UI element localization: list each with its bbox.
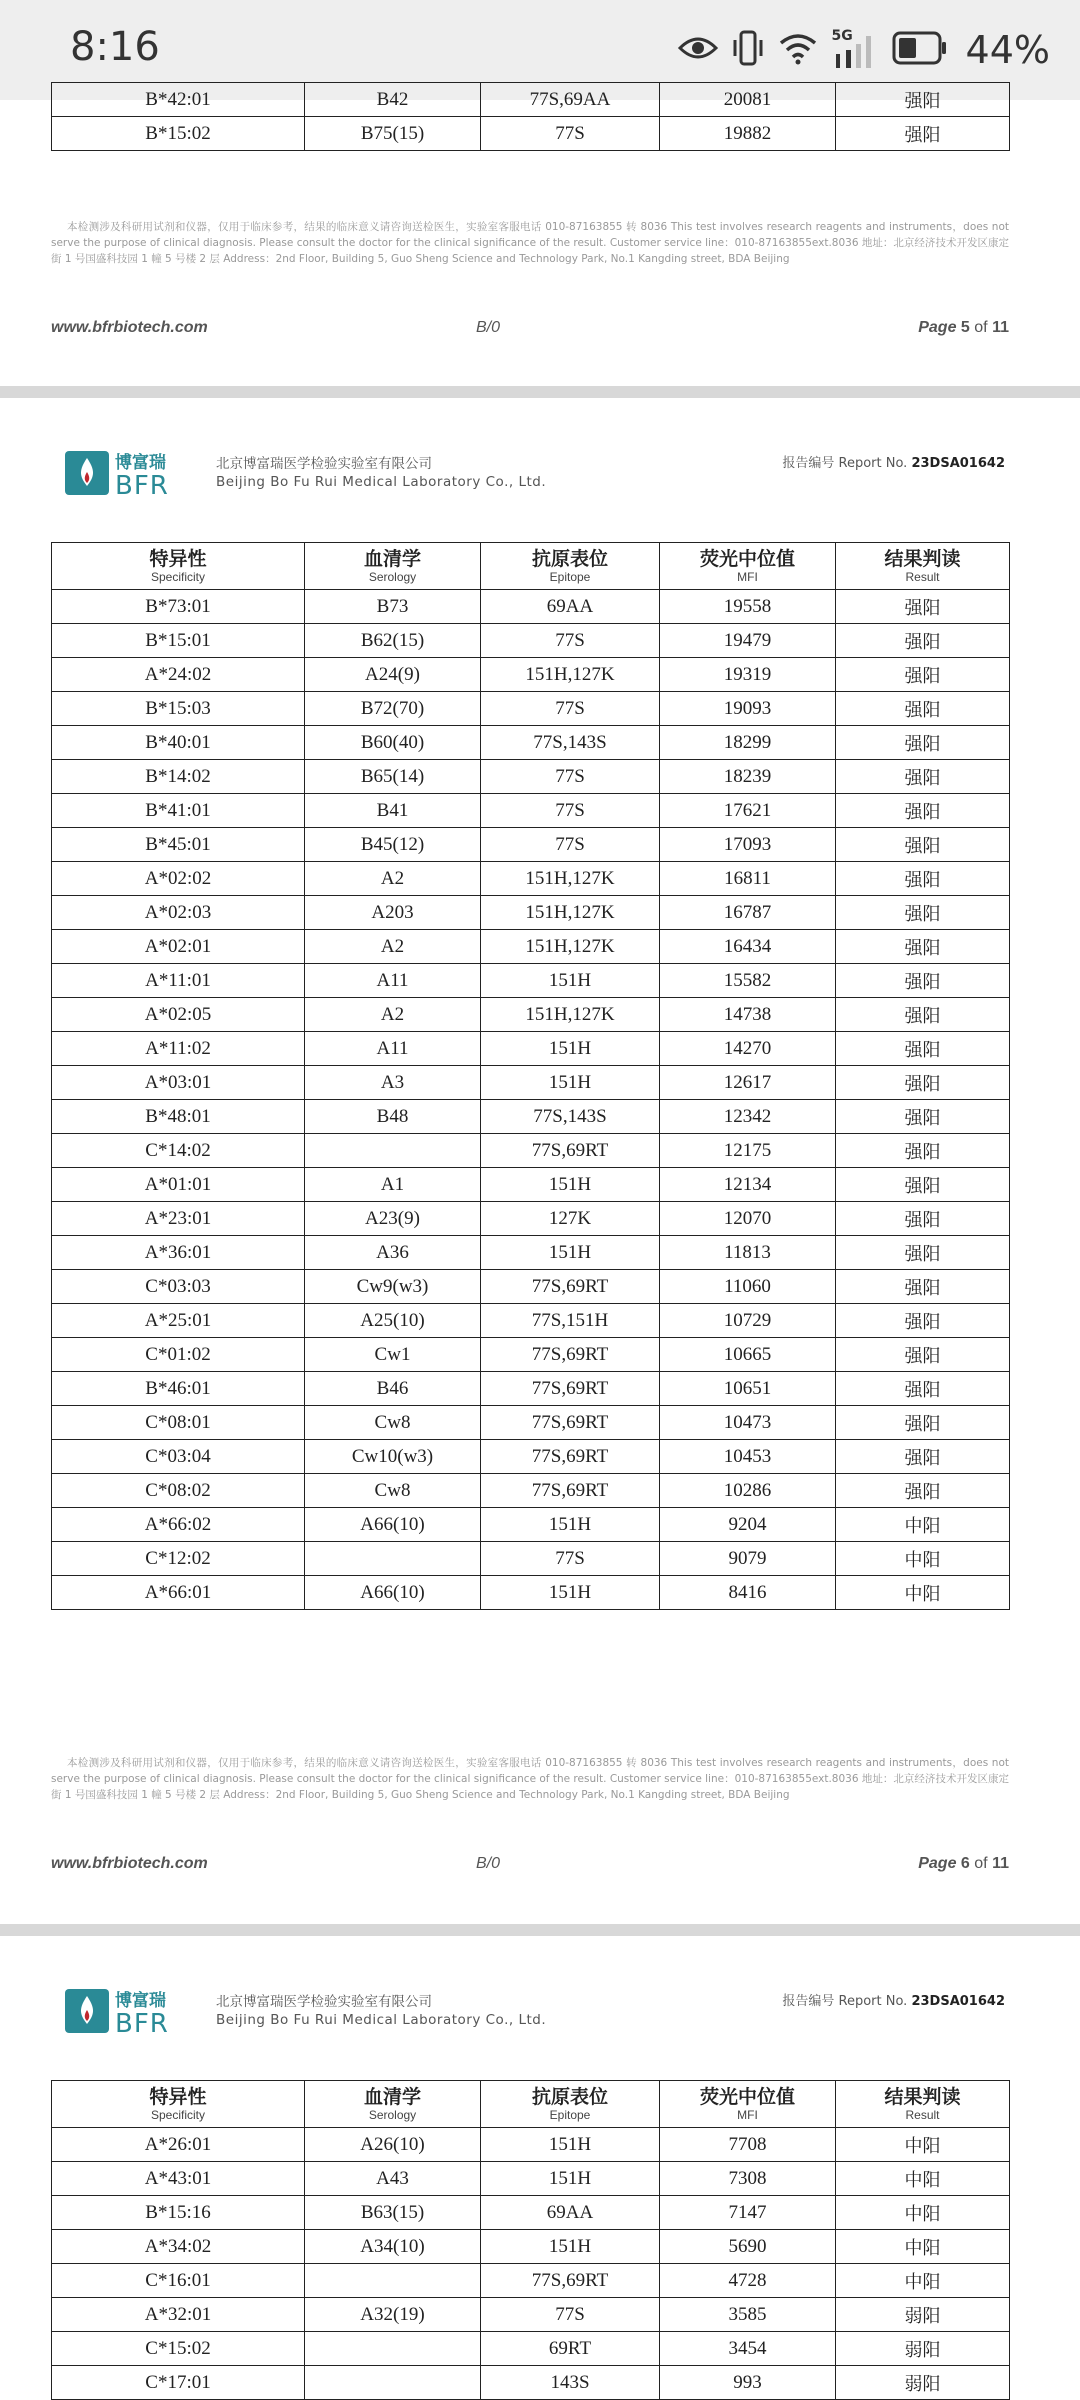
cell-mfi: 7708: [660, 2128, 836, 2162]
document-page-6: [0, 398, 1080, 1924]
cell-serology: A43: [305, 2162, 481, 2196]
cell-result: 强阳: [836, 117, 1010, 151]
cell-mfi: 19093: [660, 692, 836, 726]
cell-epitope: 77S,143S: [481, 1100, 660, 1134]
table-header-row: [52, 543, 1010, 590]
cell-specificity: B*41:01: [52, 794, 305, 828]
cell-specificity: A*01:01: [52, 1168, 305, 1202]
cell-specificity: A*36:01: [52, 1236, 305, 1270]
cell-serology: [305, 2366, 481, 2400]
cell-result: 强阳: [836, 1032, 1010, 1066]
svg-text:博富瑞: 博富瑞: [115, 1991, 166, 2011]
cell-result: 强阳: [836, 896, 1010, 930]
cell-result: 弱阳: [836, 2366, 1010, 2400]
cell-serology: B45(12): [305, 828, 481, 862]
cell-serology: A2: [305, 862, 481, 896]
cell-epitope: 77S,69RT: [481, 1372, 660, 1406]
table-row: [52, 2332, 1010, 2366]
cell-specificity: B*14:02: [52, 760, 305, 794]
cell-epitope: 77S: [481, 2298, 660, 2332]
cell-serology: B46: [305, 1372, 481, 1406]
cell-specificity: B*42:01: [52, 83, 305, 117]
table-row: [52, 930, 1010, 964]
cell-mfi: 993: [660, 2366, 836, 2400]
cell-serology: A66(10): [305, 1576, 481, 1610]
cell-epitope: 151H: [481, 2162, 660, 2196]
cell-epitope: 151H,127K: [481, 862, 660, 896]
cell-mfi: 10473: [660, 1406, 836, 1440]
footer-version: B/0: [476, 1855, 501, 1872]
cell-epitope: 77S,151H: [481, 1304, 660, 1338]
cell-serology: Cw8: [305, 1474, 481, 1508]
footer-page-number: Page 5 of 11: [918, 319, 1009, 336]
cell-epitope: 69AA: [481, 590, 660, 624]
cell-result: 中阳: [836, 1576, 1010, 1610]
table-row: [52, 726, 1010, 760]
cell-serology: B60(40): [305, 726, 481, 760]
table-row: [52, 1474, 1010, 1508]
col-result-header: 结果判读 Result: [836, 2081, 1010, 2128]
cellular-signal-icon: [832, 30, 878, 70]
cell-specificity: A*02:05: [52, 998, 305, 1032]
svg-text:BFR: BFR: [115, 2009, 169, 2039]
cell-serology: [305, 1134, 481, 1168]
cell-specificity: C*14:02: [52, 1134, 305, 1168]
col-mfi-header: 荧光中位值 MFI: [660, 2081, 836, 2128]
cell-serology: B63(15): [305, 2196, 481, 2230]
cell-specificity: A*24:02: [52, 658, 305, 692]
report-header: [0, 448, 1080, 508]
cell-epitope: 77S,69RT: [481, 1270, 660, 1304]
battery-icon: [892, 31, 948, 70]
table-row: [52, 794, 1010, 828]
table-row: [52, 1440, 1010, 1474]
status-time: 8:16: [70, 24, 160, 70]
table-row: [52, 1542, 1010, 1576]
table-row: [52, 964, 1010, 998]
cell-epitope: 77S: [481, 794, 660, 828]
cell-serology: [305, 1542, 481, 1576]
table-row: [52, 692, 1010, 726]
table-row: [52, 2196, 1010, 2230]
cell-specificity: A*66:02: [52, 1508, 305, 1542]
cell-mfi: 10665: [660, 1338, 836, 1372]
cell-epitope: 151H,127K: [481, 930, 660, 964]
cell-serology: B41: [305, 794, 481, 828]
cell-result: 强阳: [836, 1304, 1010, 1338]
table-row: [52, 624, 1010, 658]
table-row: [52, 1100, 1010, 1134]
cell-serology: Cw10(w3): [305, 1440, 481, 1474]
cell-result: 强阳: [836, 590, 1010, 624]
cell-epitope: 151H,127K: [481, 658, 660, 692]
cell-epitope: 151H: [481, 1576, 660, 1610]
table-row: [52, 1406, 1010, 1440]
cell-serology: A26(10): [305, 2128, 481, 2162]
cell-epitope: 151H: [481, 2230, 660, 2264]
svg-text:博富瑞: 博富瑞: [115, 453, 166, 473]
cell-mfi: 19479: [660, 624, 836, 658]
table-row: [52, 1168, 1010, 1202]
cell-result: 强阳: [836, 1236, 1010, 1270]
cell-serology: A32(19): [305, 2298, 481, 2332]
cell-mfi: 3585: [660, 2298, 836, 2332]
cell-specificity: C*03:03: [52, 1270, 305, 1304]
results-table-page-7: [51, 2080, 1010, 2400]
table-row: [52, 658, 1010, 692]
table-row: [52, 896, 1010, 930]
page-separator: [0, 386, 1080, 398]
cell-result: 强阳: [836, 1168, 1010, 1202]
table-row: [52, 862, 1010, 896]
cell-epitope: 77S: [481, 117, 660, 151]
cell-specificity: A*03:01: [52, 1066, 305, 1100]
cell-serology: B65(14): [305, 760, 481, 794]
cell-result: 强阳: [836, 1372, 1010, 1406]
cell-mfi: 11813: [660, 1236, 836, 1270]
cell-result: 中阳: [836, 2230, 1010, 2264]
cell-epitope: 151H: [481, 1508, 660, 1542]
cell-mfi: 17093: [660, 828, 836, 862]
cell-mfi: 12070: [660, 1202, 836, 1236]
cell-epitope: 127K: [481, 1202, 660, 1236]
report-number: 报告编号 Report No. 23DSA01642: [782, 1994, 1005, 2009]
col-serology-header: 血清学 Serology: [305, 2081, 481, 2128]
cell-mfi: 10651: [660, 1372, 836, 1406]
cell-result: 强阳: [836, 83, 1010, 117]
cell-specificity: A*34:02: [52, 2230, 305, 2264]
table-row: [52, 1338, 1010, 1372]
cell-mfi: 12342: [660, 1100, 836, 1134]
document-page-5: [0, 88, 1080, 386]
footer-website-link[interactable]: www.bfrbiotech.com: [51, 1855, 208, 1872]
cell-mfi: 10286: [660, 1474, 836, 1508]
cell-mfi: 5690: [660, 2230, 836, 2264]
cell-result: 强阳: [836, 862, 1010, 896]
cell-epitope: 151H: [481, 1066, 660, 1100]
cell-result: 中阳: [836, 1508, 1010, 1542]
cell-epitope: 151H,127K: [481, 998, 660, 1032]
cell-specificity: C*17:01: [52, 2366, 305, 2400]
results-table-page-5: [51, 82, 1010, 151]
cell-specificity: A*11:01: [52, 964, 305, 998]
col-epitope-header: 抗原表位 Epitope: [481, 543, 660, 590]
cell-result: 中阳: [836, 2196, 1010, 2230]
cell-specificity: C*08:01: [52, 1406, 305, 1440]
cell-specificity: B*15:16: [52, 2196, 305, 2230]
table-row: [52, 2230, 1010, 2264]
table-header-row: [52, 2081, 1010, 2128]
col-specificity-header: 特异性 Specificity: [52, 543, 305, 590]
cell-epitope: 151H: [481, 1032, 660, 1066]
cell-serology: A3: [305, 1066, 481, 1100]
cell-epitope: 69AA: [481, 2196, 660, 2230]
cell-result: 强阳: [836, 658, 1010, 692]
table-row: [52, 1134, 1010, 1168]
cell-epitope: 143S: [481, 2366, 660, 2400]
cell-serology: B73: [305, 590, 481, 624]
col-mfi-header: 荧光中位值 MFI: [660, 543, 836, 590]
cell-serology: A34(10): [305, 2230, 481, 2264]
lab-name-en: Beijing Bo Fu Rui Medical Laboratory Co., Ltd.: [216, 2012, 547, 2028]
cell-specificity: A*02:02: [52, 862, 305, 896]
cell-mfi: 14738: [660, 998, 836, 1032]
cell-epitope: 77S: [481, 828, 660, 862]
cell-result: 中阳: [836, 1542, 1010, 1576]
cell-epitope: 77S,69RT: [481, 1134, 660, 1168]
cell-result: 强阳: [836, 964, 1010, 998]
table-row: [52, 2128, 1010, 2162]
cell-mfi: 4728: [660, 2264, 836, 2298]
table-row: [52, 998, 1010, 1032]
cell-mfi: 18299: [660, 726, 836, 760]
cell-epitope: 151H: [481, 1236, 660, 1270]
cell-specificity: A*23:01: [52, 1202, 305, 1236]
cell-serology: [305, 2264, 481, 2298]
cell-epitope: 69RT: [481, 2332, 660, 2366]
cell-serology: Cw9(w3): [305, 1270, 481, 1304]
cell-specificity: A*26:01: [52, 2128, 305, 2162]
cell-result: 强阳: [836, 1202, 1010, 1236]
cell-mfi: 9079: [660, 1542, 836, 1576]
cell-serology: A203: [305, 896, 481, 930]
cell-mfi: 18239: [660, 760, 836, 794]
cell-mfi: 19319: [660, 658, 836, 692]
table-row: [52, 1576, 1010, 1610]
table-row: [52, 83, 1010, 117]
table-row: [52, 590, 1010, 624]
cell-epitope: 151H: [481, 2128, 660, 2162]
footer-page-number: Page 6 of 11: [918, 1855, 1009, 1872]
table-row: [52, 2162, 1010, 2196]
table-row: [52, 1372, 1010, 1406]
status-icons: [678, 26, 1050, 74]
col-epitope-header: 抗原表位 Epitope: [481, 2081, 660, 2128]
cell-mfi: 11060: [660, 1270, 836, 1304]
cell-mfi: 16787: [660, 896, 836, 930]
cell-serology: A23(9): [305, 1202, 481, 1236]
cell-epitope: 151H,127K: [481, 896, 660, 930]
cell-mfi: 20081: [660, 83, 836, 117]
cell-mfi: 14270: [660, 1032, 836, 1066]
document-page-7: [0, 1936, 1080, 2400]
cell-epitope: 77S,143S: [481, 726, 660, 760]
cell-specificity: B*40:01: [52, 726, 305, 760]
cell-result: 中阳: [836, 2162, 1010, 2196]
cell-result: 强阳: [836, 1440, 1010, 1474]
cell-serology: A11: [305, 964, 481, 998]
cell-specificity: C*16:01: [52, 2264, 305, 2298]
cell-epitope: 77S: [481, 1542, 660, 1576]
cell-serology: Cw8: [305, 1406, 481, 1440]
cell-epitope: 77S,69RT: [481, 2264, 660, 2298]
eye-icon: [678, 33, 718, 68]
table-row: [52, 1066, 1010, 1100]
cell-specificity: A*32:01: [52, 2298, 305, 2332]
cell-specificity: B*15:03: [52, 692, 305, 726]
footer-version: B/0: [476, 319, 501, 336]
cell-serology: A11: [305, 1032, 481, 1066]
cell-mfi: 17621: [660, 794, 836, 828]
cell-serology: B48: [305, 1100, 481, 1134]
cell-serology: B72(70): [305, 692, 481, 726]
lab-name-cn: 北京博富瑞医学检验实验室有限公司: [216, 1994, 432, 2010]
cell-result: 强阳: [836, 1100, 1010, 1134]
page-footer: [51, 1855, 1009, 1879]
cell-mfi: 9204: [660, 1508, 836, 1542]
cell-serology: B62(15): [305, 624, 481, 658]
cell-result: 强阳: [836, 692, 1010, 726]
cell-serology: B75(15): [305, 117, 481, 151]
table-row: [52, 1270, 1010, 1304]
cell-result: 强阳: [836, 1134, 1010, 1168]
col-serology-header: 血清学 Serology: [305, 543, 481, 590]
cell-mfi: 3454: [660, 2332, 836, 2366]
cell-specificity: A*02:01: [52, 930, 305, 964]
cell-specificity: B*15:01: [52, 624, 305, 658]
table-row: [52, 2264, 1010, 2298]
cell-serology: A24(9): [305, 658, 481, 692]
report-header: [0, 1986, 1080, 2046]
lab-name-en: Beijing Bo Fu Rui Medical Laboratory Co., Ltd.: [216, 474, 547, 490]
cell-result: 强阳: [836, 828, 1010, 862]
cell-epitope: 77S,69RT: [481, 1474, 660, 1508]
cell-mfi: 12175: [660, 1134, 836, 1168]
cell-specificity: A*66:01: [52, 1576, 305, 1610]
cell-specificity: B*45:01: [52, 828, 305, 862]
cell-epitope: 77S: [481, 692, 660, 726]
cell-specificity: A*43:01: [52, 2162, 305, 2196]
bfr-logo: [65, 1986, 180, 2039]
cell-epitope: 77S,69RT: [481, 1338, 660, 1372]
cell-mfi: 19558: [660, 590, 836, 624]
cell-epitope: 151H: [481, 964, 660, 998]
cell-epitope: 77S: [481, 624, 660, 658]
table-row: [52, 2298, 1010, 2332]
cell-serology: [305, 2332, 481, 2366]
cell-specificity: C*03:04: [52, 1440, 305, 1474]
cell-epitope: 77S,69RT: [481, 1440, 660, 1474]
disclaimer-text: 本检测涉及科研用试剂和仪器，仅用于临床参考，结果的临床意义请咨询送检医生，实验室客服电话 010-87163855 转 8036 This test involves research reagents and instruments，does not serve the purpose of clinical diagnosis. Please consult the doctor for the clinical significance of the result. Customer service line：010-87163855ext.8036 地址：北京经济技术开发区康定街 1 号国盛科技园 1 幢 5 号楼 2 层 Address：2nd Floor, Building 5, Guo Sheng Science and Technology Park, No.1 Kangding street, BDA Beijing: [51, 221, 1009, 265]
cell-mfi: 19882: [660, 117, 836, 151]
cell-serology: A1: [305, 1168, 481, 1202]
cell-serology: A2: [305, 998, 481, 1032]
table-row: [52, 1304, 1010, 1338]
cell-result: 强阳: [836, 1066, 1010, 1100]
battery-percentage: 44%: [965, 28, 1050, 72]
footer-website-link[interactable]: www.bfrbiotech.com: [51, 319, 208, 336]
cell-mfi: 10729: [660, 1304, 836, 1338]
network-type-label: 5G: [831, 28, 853, 44]
col-result-header: 结果判读 Result: [836, 543, 1010, 590]
cell-result: 中阳: [836, 2128, 1010, 2162]
cell-specificity: C*15:02: [52, 2332, 305, 2366]
lab-name-cn: 北京博富瑞医学检验实验室有限公司: [216, 456, 432, 472]
vibrate-icon: [732, 28, 764, 73]
cell-serology: A25(10): [305, 1304, 481, 1338]
cell-epitope: 151H: [481, 1168, 660, 1202]
table-row: [52, 760, 1010, 794]
cell-result: 弱阳: [836, 2332, 1010, 2366]
cell-specificity: A*02:03: [52, 896, 305, 930]
table-row: [52, 1032, 1010, 1066]
cell-epitope: 77S,69AA: [481, 83, 660, 117]
cell-mfi: 12617: [660, 1066, 836, 1100]
cell-mfi: 7147: [660, 2196, 836, 2230]
cell-result: 强阳: [836, 998, 1010, 1032]
cell-mfi: 10453: [660, 1440, 836, 1474]
cell-specificity: B*46:01: [52, 1372, 305, 1406]
cell-mfi: 8416: [660, 1576, 836, 1610]
cell-serology: A66(10): [305, 1508, 481, 1542]
page-separator: [0, 1924, 1080, 1936]
table-row: [52, 1202, 1010, 1236]
cell-specificity: C*08:02: [52, 1474, 305, 1508]
cell-result: 弱阳: [836, 2298, 1010, 2332]
table-row: [52, 1508, 1010, 1542]
cell-mfi: 15582: [660, 964, 836, 998]
cell-specificity: A*25:01: [52, 1304, 305, 1338]
svg-text:BFR: BFR: [115, 471, 169, 501]
cell-mfi: 16811: [660, 862, 836, 896]
cell-result: 强阳: [836, 726, 1010, 760]
cell-result: 强阳: [836, 1406, 1010, 1440]
cell-result: 强阳: [836, 1338, 1010, 1372]
cell-result: 中阳: [836, 2264, 1010, 2298]
cell-mfi: 12134: [660, 1168, 836, 1202]
cell-result: 强阳: [836, 1270, 1010, 1304]
cell-specificity: C*12:02: [52, 1542, 305, 1576]
cell-specificity: B*15:02: [52, 117, 305, 151]
cell-serology: A36: [305, 1236, 481, 1270]
cell-serology: B42: [305, 83, 481, 117]
cell-mfi: 7308: [660, 2162, 836, 2196]
cell-specificity: B*73:01: [52, 590, 305, 624]
col-specificity-header: 特异性 Specificity: [52, 2081, 305, 2128]
cell-specificity: C*01:02: [52, 1338, 305, 1372]
cell-serology: A2: [305, 930, 481, 964]
cell-specificity: A*11:02: [52, 1032, 305, 1066]
disclaimer-text: 本检测涉及科研用试剂和仪器，仅用于临床参考，结果的临床意义请咨询送检医生，实验室客服电话 010-87163855 转 8036 This test involves research reagents and instruments，does not serve the purpose of clinical diagnosis. Please consult the doctor for the clinical significance of the result. Customer service line：010-87163855ext.8036 地址：北京经济技术开发区康定街 1 号国盛科技园 1 幢 5 号楼 2 层 Address：2nd Floor, Building 5, Guo Sheng Science and Technology Park, No.1 Kangding street, BDA Beijing: [51, 1757, 1009, 1801]
cell-epitope: 77S: [481, 760, 660, 794]
table-row: [52, 828, 1010, 862]
bfr-logo: [65, 448, 180, 501]
cell-mfi: 16434: [660, 930, 836, 964]
cell-result: 强阳: [836, 794, 1010, 828]
cell-serology: Cw1: [305, 1338, 481, 1372]
wifi-icon: [778, 31, 818, 70]
results-table-page-6: [51, 542, 1010, 1610]
cell-specificity: B*48:01: [52, 1100, 305, 1134]
page-footer: [51, 319, 1009, 343]
table-row: [52, 2366, 1010, 2400]
table-row: [52, 1236, 1010, 1270]
cell-result: 强阳: [836, 760, 1010, 794]
cell-epitope: 77S,69RT: [481, 1406, 660, 1440]
cell-result: 强阳: [836, 930, 1010, 964]
report-number: 报告编号 Report No. 23DSA01642: [782, 456, 1005, 471]
cell-result: 强阳: [836, 624, 1010, 658]
table-row: [52, 117, 1010, 151]
cell-result: 强阳: [836, 1474, 1010, 1508]
